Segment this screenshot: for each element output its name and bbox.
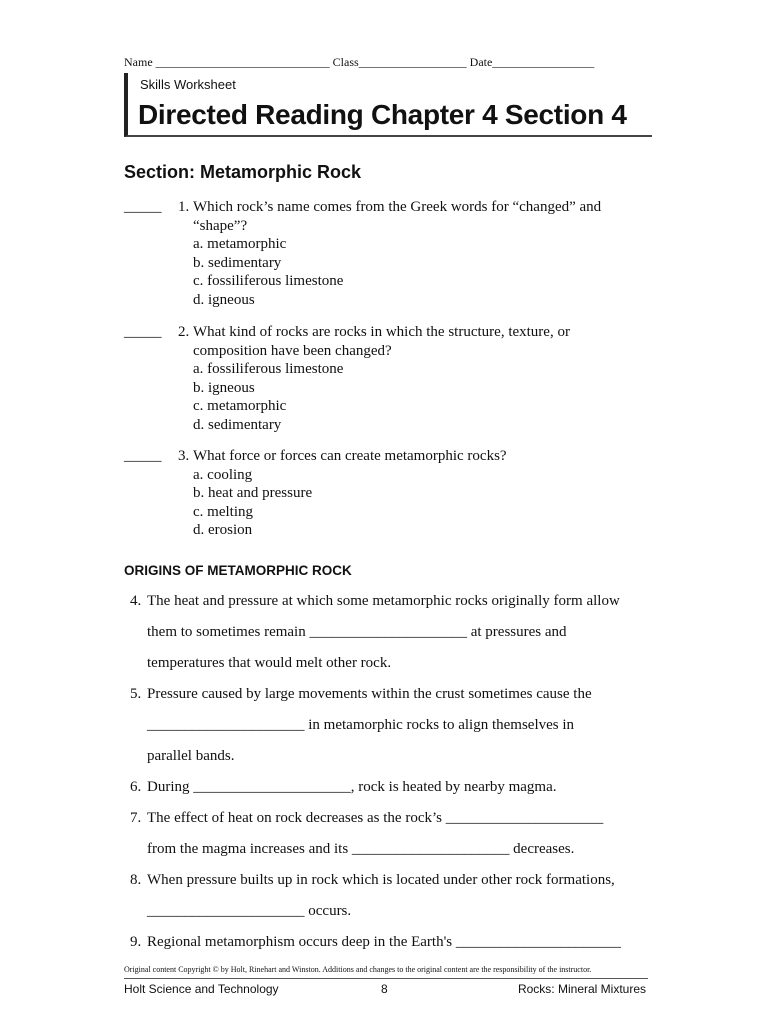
item-line: The heat and pressure at which some metamorphic rocks originally form allow <box>147 593 620 609</box>
question-number: 1. <box>178 199 190 215</box>
copyright-notice: Original content Copyright © by Holt, Rinehart and Winston. Additions and changes to the original content are the responsibility of the instructor. <box>124 965 592 974</box>
answer-option: c. fossiliferous limestone <box>193 273 344 289</box>
question-stem <box>193 198 653 235</box>
answer-blank: _____ <box>124 324 162 340</box>
item-line: During _____________________, rock is heated by nearby magma. <box>147 779 557 795</box>
question-stem-line: “shape”? <box>193 217 248 234</box>
answer-option: d. erosion <box>193 522 253 538</box>
question-stem-line: Which rock’s name comes from the Greek words for “changed” and <box>193 199 602 215</box>
item-line: The effect of heat on rock decreases as the rock’s _____________________ <box>147 810 604 826</box>
worksheet-label: Skills Worksheet <box>140 77 236 92</box>
answer-option: b. sedimentary <box>193 254 282 271</box>
answer-options <box>193 235 343 309</box>
title-block <box>124 73 652 137</box>
question-stem-line: What force or forces can create metamorphic rocks? <box>193 448 507 464</box>
item-line: _____________________ occurs. <box>147 903 352 919</box>
name-class-date-line: Name _____________________________ Class__________________ Date_________________ <box>124 55 595 69</box>
answer-option: b. igneous <box>193 379 255 396</box>
question-stem-line: What kind of rocks are rocks in which the structure, texture, or <box>193 324 570 340</box>
question-stem <box>193 323 653 360</box>
item-number: 7. <box>130 810 142 826</box>
page-title: Directed Reading Chapter 4 Section 4 <box>138 99 627 130</box>
footer-publisher: Holt Science and Technology <box>124 982 279 996</box>
answer-option: b. heat and pressure <box>193 485 313 501</box>
answer-option: c. metamorphic <box>193 398 287 414</box>
item-number: 4. <box>130 593 142 609</box>
question-number: 3. <box>178 448 190 464</box>
item-number: 8. <box>130 872 142 888</box>
answer-blank: _____ <box>124 448 162 464</box>
item-line: When pressure builts up in rock which is located under other rock formations, <box>147 872 615 888</box>
answer-option: d. sedimentary <box>193 416 282 433</box>
question-stem-line: composition have been changed? <box>193 342 392 359</box>
footer-chapter-title: Rocks: Mineral Mixtures <box>517 982 646 996</box>
answer-option: a. fossiliferous limestone <box>193 361 344 377</box>
answer-option: c. melting <box>193 503 253 520</box>
answer-option: d. igneous <box>193 291 255 308</box>
answer-options <box>193 360 343 434</box>
item-number: 9. <box>130 934 142 950</box>
item-line: Regional metamorphism occurs deep in the Earth's ______________________ <box>147 934 621 950</box>
answer-blank: _____ <box>124 199 162 215</box>
question-number: 2. <box>178 324 190 340</box>
page-number: 8 <box>381 982 388 996</box>
answer-option: a. cooling <box>193 466 253 483</box>
item-line: _____________________ in metamorphic rocks to align themselves in <box>147 717 575 733</box>
footer-divider <box>124 978 648 979</box>
origins-heading: ORIGINS OF METAMORPHIC ROCK <box>124 563 352 578</box>
answer-option: a. metamorphic <box>193 236 287 252</box>
question-stem <box>193 447 653 466</box>
item-number: 5. <box>130 686 142 702</box>
item-line: parallel bands. <box>147 748 235 764</box>
item-line: from the magma increases and its _____________________ decreases. <box>147 841 575 857</box>
item-line: temperatures that would melt other rock. <box>147 655 392 671</box>
answer-options <box>193 466 312 540</box>
item-line: Pressure caused by large movements within the crust sometimes cause the <box>147 686 592 702</box>
item-line: them to sometimes remain _____________________ at pressures and <box>147 624 567 640</box>
item-number: 6. <box>130 779 142 795</box>
section-heading: Section: Metamorphic Rock <box>124 162 362 182</box>
